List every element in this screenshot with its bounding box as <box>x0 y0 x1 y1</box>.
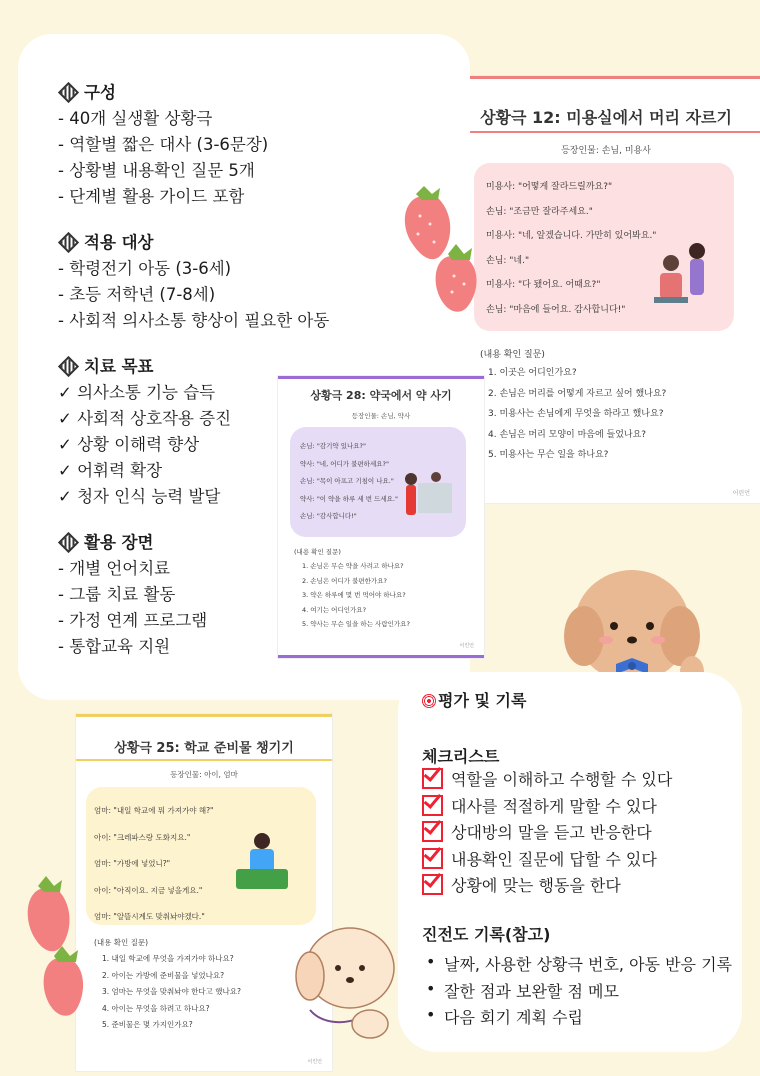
section-item: - 40개 실생활 상황극 <box>58 109 213 128</box>
question-item: 3. 약은 하루에 몇 번 먹어야 하나요? <box>302 591 406 599</box>
section-heading-text: 구성 <box>84 83 116 102</box>
checklist-item-text: 역할을 이해하고 수행할 수 있다 <box>451 770 673 789</box>
checklist-title: 체크리스트 <box>422 747 500 766</box>
worksheet-title: 상황극 25: 학교 준비물 챙기기 <box>114 741 294 756</box>
worksheet-cast: 등장인물: 아이, 엄마 <box>170 770 238 779</box>
section-item: - 단계별 활용 가이드 포함 <box>58 187 245 206</box>
section-gap <box>58 334 329 354</box>
section-heading <box>58 230 329 256</box>
evaluation-title: 평가 및 기록 <box>438 691 527 710</box>
checkbox-icon <box>422 874 443 895</box>
worksheet-title: 상황극 12: 미용실에서 머리 자르기 <box>480 108 732 127</box>
section-item: - 가정 연계 프로그램 <box>58 611 208 630</box>
checklist-item-text: 상황에 맞는 행동을 한다 <box>451 876 621 895</box>
question-item: 5. 약사는 무슨 일을 하는 사람인가요? <box>302 620 410 628</box>
question-item: 2. 손님은 머리를 어떻게 자르고 싶어 했나요? <box>488 388 667 399</box>
section-gap <box>58 210 329 230</box>
question-item: 1. 이곳은 어디인가요? <box>488 368 577 378</box>
question-item: 4. 아이는 무엇을 하려고 하나요? <box>102 1003 210 1013</box>
dialog-line: 미용사: "어떻게 잘라드릴까요?" <box>486 182 613 192</box>
checklist-item <box>422 874 621 896</box>
question-item: 3. 미용사는 손님에게 무엇을 하라고 했나요? <box>488 409 664 419</box>
section-item: - 학령전기 아동 (3-6세) <box>58 259 232 278</box>
checkbox-icon <box>422 848 443 869</box>
checkbox-icon <box>422 795 443 816</box>
progress-item: • 잘한 점과 보완할 점 메모 <box>444 979 619 1002</box>
dialog-line: 약사: "이 약을 하루 세 번 드세요." <box>300 494 398 503</box>
dialog-line: 손님: "조금만 잘라주세요." <box>486 206 593 217</box>
section-item: ✓ 사회적 상호작용 증진 <box>58 409 232 428</box>
worksheet-footer: 어린언 <box>459 643 474 649</box>
question-item: 4. 손님은 머리 모양이 마음에 들었나요? <box>488 429 647 440</box>
progress-item: • 다음 회기 계획 수립 <box>444 1005 583 1028</box>
section-heading-text: 활용 장면 <box>84 533 154 552</box>
questions-title: (내용 확인 질문) <box>480 350 545 360</box>
worksheet-footer: 어린언 <box>307 1059 322 1065</box>
worksheet-pharmacy <box>278 376 484 658</box>
section-heading-text: 치료 목표 <box>84 357 154 376</box>
question-item: 5. 준비물은 몇 가지인가요? <box>102 1020 193 1029</box>
target-icon <box>422 694 436 708</box>
diamond-icon <box>58 82 79 103</box>
section-item: - 상황별 내용확인 질문 5개 <box>58 161 255 180</box>
question-item: 3. 엄마는 무엇을 맞춰놔야 한다고 했나요? <box>102 987 241 996</box>
puppy-illustration <box>290 914 400 1044</box>
section-heading-text: 적용 대상 <box>84 233 154 252</box>
evaluation-card <box>398 672 742 1052</box>
dialog-line: 손님: "목이 아프고 기침이 나요." <box>300 477 394 485</box>
questions-title: (내용 확인 질문) <box>294 548 341 556</box>
section-item: ✓ 의사소통 기능 습득 <box>58 383 216 402</box>
school-illustration <box>232 829 294 895</box>
strawberry-decoration <box>394 186 484 316</box>
dialog-line: 엄마: "알뜰시계도 맞춰놔야겠다." <box>94 912 205 921</box>
progress-item: • 날짜, 사용한 상황극 번호, 아동 반응 기록 <box>444 952 732 975</box>
section-item: - 통합교육 지원 <box>58 637 171 656</box>
checklist-item <box>422 768 672 790</box>
dialog-line: 손님: "감사합니다!" <box>300 512 357 520</box>
section-item: ✓ 청자 인식 능력 발달 <box>58 487 221 506</box>
section-item: - 사회적 의사소통 향상이 필요한 아동 <box>58 311 330 330</box>
pharmacy-illustration <box>400 465 456 529</box>
checklist-item <box>422 821 652 843</box>
dialog-line: 손님: "감기약 있나요?" <box>300 442 366 450</box>
question-item: 5. 미용사는 무슨 일을 하나요? <box>488 450 609 460</box>
strawberry-decoration <box>20 874 90 1024</box>
section-item: - 역할별 짧은 대사 (3-6문장) <box>58 135 269 154</box>
section-item: - 개별 언어치료 <box>58 559 171 578</box>
question-item: 2. 아이는 가방에 준비물을 넣었나요? <box>102 970 225 980</box>
worksheet-footer: 어린언 <box>732 490 750 497</box>
checklist-item-text: 내용확인 질문에 답할 수 있다 <box>451 849 657 869</box>
diamond-icon <box>58 232 79 253</box>
diamond-icon <box>58 532 79 553</box>
dialog-line: 손님: "네." <box>486 255 530 266</box>
dialog-line: 약사: "네, 어디가 불편하세요?" <box>300 459 389 468</box>
hair-salon-illustration <box>652 239 722 309</box>
checkbox-icon <box>422 821 443 842</box>
checklist-item <box>422 795 657 817</box>
worksheet-hair-salon <box>452 76 760 503</box>
progress-title: 진전도 기록(참고) <box>422 925 551 944</box>
section-heading <box>58 80 329 106</box>
section-item: ✓ 상황 이해력 향상 <box>58 435 200 454</box>
worksheet-cast: 등장인물: 손님, 약사 <box>351 412 411 420</box>
section-item: ✓ 어휘력 확장 <box>58 461 163 480</box>
question-item: 2. 손님은 어디가 불편한가요? <box>302 576 387 585</box>
evaluation-heading <box>422 688 526 711</box>
dialog-line: 손님: "마음에 들어요. 감사합니다!" <box>486 304 626 315</box>
checklist-item-text: 상대방의 말을 듣고 반응한다 <box>451 823 652 842</box>
dialog-line: 미용사: "네, 알겠습니다. 가만히 있어봐요." <box>486 231 657 241</box>
dialog-line: 아이: "크레파스랑 도화지요." <box>94 832 191 842</box>
checklist-item <box>422 848 657 870</box>
dialog-line: 아이: "아직이요. 지금 넣을게요." <box>94 885 203 895</box>
section-item: - 그룹 치료 활동 <box>58 585 176 604</box>
title-underline <box>452 131 760 133</box>
dialog-line: 엄마: "가방에 넣었니?" <box>94 859 171 868</box>
checklist-item-text: 대사를 적절하게 말할 수 있다 <box>451 796 657 816</box>
worksheet-cast: 등장인물: 손님, 미용사 <box>561 146 651 156</box>
question-item: 1. 손님은 무슨 약을 사려고 하나요? <box>302 562 404 570</box>
section-item: - 초등 저학년 (7-8세) <box>58 285 216 304</box>
diamond-icon <box>58 356 79 377</box>
question-item: 4. 여기는 어디인가요? <box>302 605 367 614</box>
dialog-line: 엄마: "내일 학교에 뭐 가져가야 해?" <box>94 806 214 815</box>
question-item: 1. 내일 학교에 무엇을 가져가야 하나요? <box>102 954 234 963</box>
title-underline <box>76 759 332 761</box>
dialog-line: 미용사: "다 됐어요. 어때요?" <box>486 280 601 290</box>
questions-title: (내용 확인 질문) <box>94 938 149 947</box>
checkbox-icon <box>422 768 443 789</box>
worksheet-title: 상황극 28: 약국에서 약 사기 <box>310 389 452 402</box>
